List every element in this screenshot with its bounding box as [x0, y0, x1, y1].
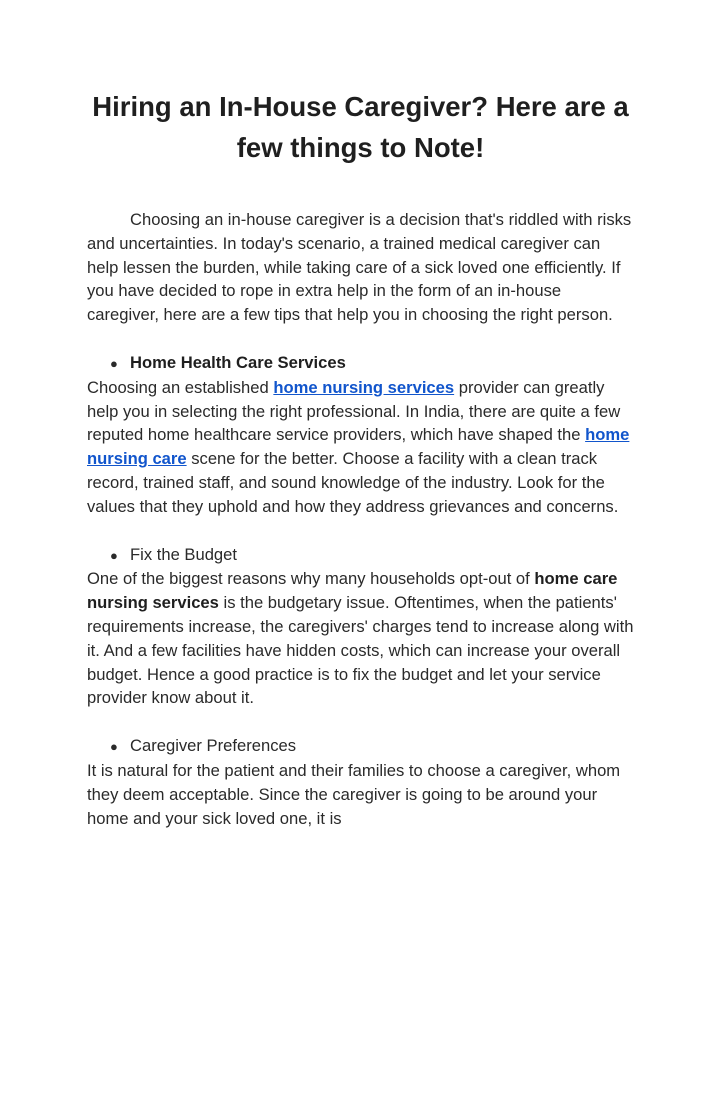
section-heading: Caregiver Preferences [130, 736, 297, 756]
section-heading: Fix the Budget [130, 544, 238, 564]
paragraph-text: provider can greatly help you in selecting the right professional. In India, there are quite a few reputed home healthcare service providers, which have shaped the [87, 377, 621, 445]
paragraph-text: Choosing an established [87, 377, 274, 397]
bullet-item [87, 543, 634, 568]
bullet-item [87, 351, 634, 376]
bullet-icon: ● [110, 547, 118, 563]
bold-phrase: home care nursing services [87, 569, 618, 613]
section-caregiver-preferences [87, 734, 634, 830]
section-fix-budget [87, 543, 634, 711]
home-nursing-care-link[interactable]: home nursing care [87, 425, 630, 469]
bullet-icon: ● [110, 355, 118, 371]
paragraph-text: scene for the better. Choose a facility with a clean track record, trained staff, and sound knowledge of the industry. Look for the values that they uphold and how they address grievances and concerns. [87, 449, 619, 516]
section-home-health-care [87, 351, 634, 519]
home-nursing-services-link[interactable]: home nursing services [273, 377, 455, 397]
paragraph-text: is the budgetary issue. Oftentimes, when the patients' requirements increase, the caregivers' charges tend to increase along with it. And a few facilities have hidden costs, which can increase your overall budget. Hence a good practice is to fix the budget and let your service provider know about it. [87, 593, 634, 708]
document-page [0, 86, 720, 1103]
section-paragraph [87, 567, 634, 710]
paragraph-text: One of the biggest reasons why many households opt-out of [87, 569, 535, 589]
section-paragraph [87, 376, 634, 519]
page-title: Hiring an In-House Caregiver? Here are a few things to Note! [92, 91, 629, 163]
intro-paragraph: Choosing an in-house caregiver is a decision that's riddled with risks and uncertainties. In today's scenario, a trained medical caregiver can help lessen the burden, while taking care of a sick loved one efficiently. If you have decided to rope in extra help in the form of an in-house caregiver, here are a few tips that help you in choosing the right person. [87, 210, 632, 325]
section-heading: Home Health Care Services [130, 352, 346, 372]
section-paragraph: It is natural for the patient and their families to choose a caregiver, whom they deem acceptable. Since the caregiver is going to be around your home and your sick loved one, it is [87, 760, 621, 828]
bullet-icon: ● [110, 739, 118, 755]
bullet-item [87, 734, 634, 759]
